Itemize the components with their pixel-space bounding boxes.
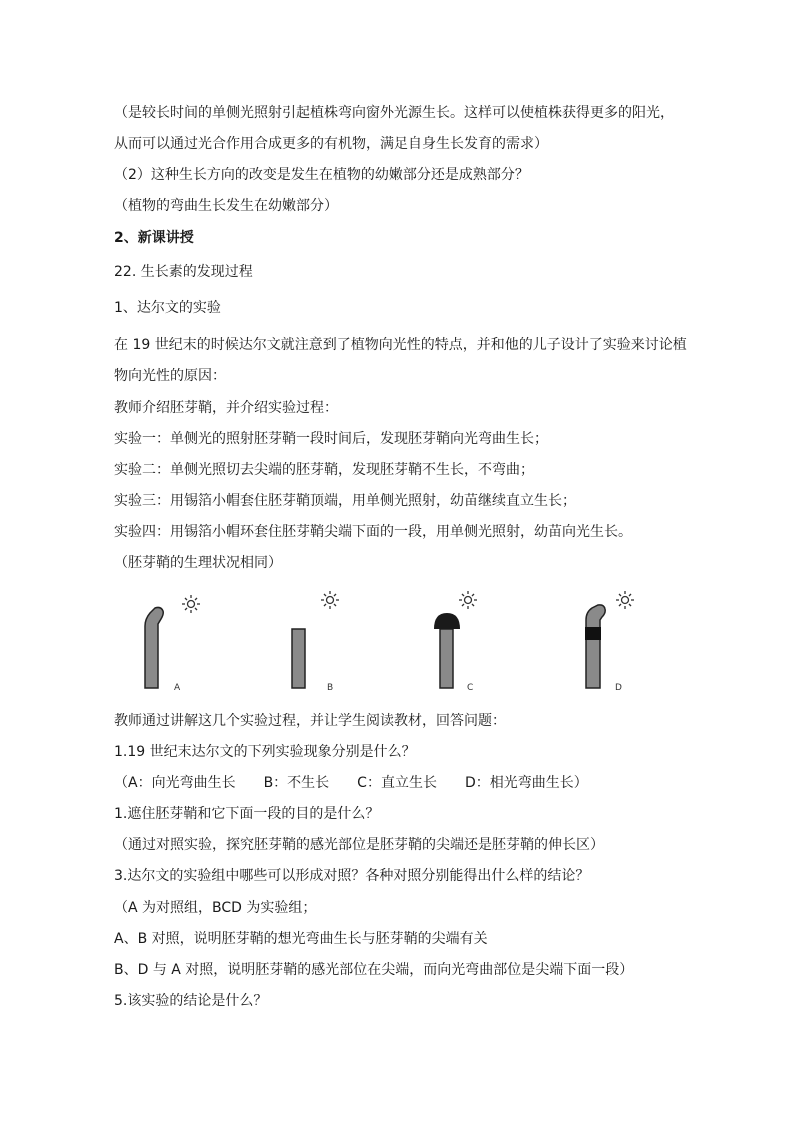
paragraph: （是较长时间的单侧光照射引起植株弯向窗外光源生长。这样可以使植株获得更多的阳光， bbox=[114, 105, 674, 121]
paragraph: 实验四：用锡箔小帽环套住胚芽鞘尖端下面的一段，用单侧光照射，幼苗向光生长。 bbox=[114, 524, 632, 540]
paragraph: 实验一：单侧光的照射胚芽鞘一段时间后，发现胚芽鞘向光弯曲生长； bbox=[114, 431, 548, 447]
figure-label-d: D bbox=[615, 683, 622, 693]
coleoptile-a-bent bbox=[145, 607, 163, 688]
answer: （A：向光弯曲生长 B：不生长 C：直立生长 D：相光弯曲生长） bbox=[114, 775, 588, 791]
answer: （通过对照实验，探究胚芽鞘的感光部位是胚芽鞘的尖端还是胚芽鞘的伸长区） bbox=[114, 837, 604, 853]
paragraph: （2）这种生长方向的改变是发生在植物的幼嫩部分还是成熟部分？ bbox=[114, 167, 529, 183]
sun-icon-b bbox=[321, 591, 339, 609]
paragraph: 实验二：单侧光照切去尖端的胚芽鞘，发现胚芽鞘不生长，不弯曲； bbox=[114, 462, 534, 478]
foil-cap-c bbox=[434, 613, 460, 629]
paragraph: 1、达尔文的实验 bbox=[114, 300, 221, 316]
question: 1.遮住胚芽鞘和它下面一段的目的是什么？ bbox=[114, 806, 380, 822]
coleoptile-experiment-figure bbox=[118, 586, 674, 700]
paragraph: 实验三：用锡箔小帽套住胚芽鞘顶端，用单侧光照射，幼苗继续直立生长； bbox=[114, 493, 576, 509]
paragraph: （植物的弯曲生长发生在幼嫩部分） bbox=[114, 198, 338, 214]
answer: （A 为对照组，BCD 为实验组； bbox=[114, 900, 317, 916]
paragraph: 从而可以通过光合作用合成更多的有机物，满足自身生长发育的需求） bbox=[114, 136, 548, 152]
figure-label-b: B bbox=[327, 683, 334, 693]
paragraph: 物向光性的原因： bbox=[114, 368, 226, 384]
question: 3.达尔文的实验组中哪些可以形成对照？各种对照分别能得出什么样的结论？ bbox=[114, 868, 590, 884]
sun-icon-d bbox=[616, 591, 634, 609]
coleoptile-c-stem bbox=[440, 629, 453, 688]
foil-ring-d bbox=[585, 627, 601, 640]
paragraph: 教师介绍胚芽鞘，并介绍实验过程： bbox=[114, 400, 338, 416]
paragraph: （胚芽鞘的生理状况相同） bbox=[114, 555, 282, 571]
figure-label-c: C bbox=[467, 683, 474, 693]
sun-icon-c bbox=[459, 591, 477, 609]
paragraph: 22. 生长素的发现过程 bbox=[114, 264, 253, 280]
sun-icon-a bbox=[182, 595, 200, 613]
figure-label-a: A bbox=[174, 683, 181, 693]
question: 5.该实验的结论是什么？ bbox=[114, 993, 268, 1009]
section-heading: 2、新课讲授 bbox=[114, 230, 194, 246]
answer: B、D 与 A 对照，说明胚芽鞘的感光部位在尖端，而向光弯曲部位是尖端下面一段） bbox=[114, 962, 634, 978]
answer: A、B 对照，说明胚芽鞘的想光弯曲生长与胚芽鞘的尖端有关 bbox=[114, 931, 488, 947]
paragraph: 教师通过讲解这几个实验过程，并让学生阅读教材，回答问题： bbox=[114, 713, 506, 729]
coleoptile-d-bent bbox=[586, 605, 605, 688]
paragraph: 在 19 世纪末的时候达尔文就注意到了植物向光性的特点，并和他的儿子设计了实验来讨论植 bbox=[114, 337, 687, 353]
question: 1.19 世纪末达尔文的下列实验现象分别是什么？ bbox=[114, 744, 416, 760]
coleoptile-b-cut bbox=[292, 629, 305, 688]
